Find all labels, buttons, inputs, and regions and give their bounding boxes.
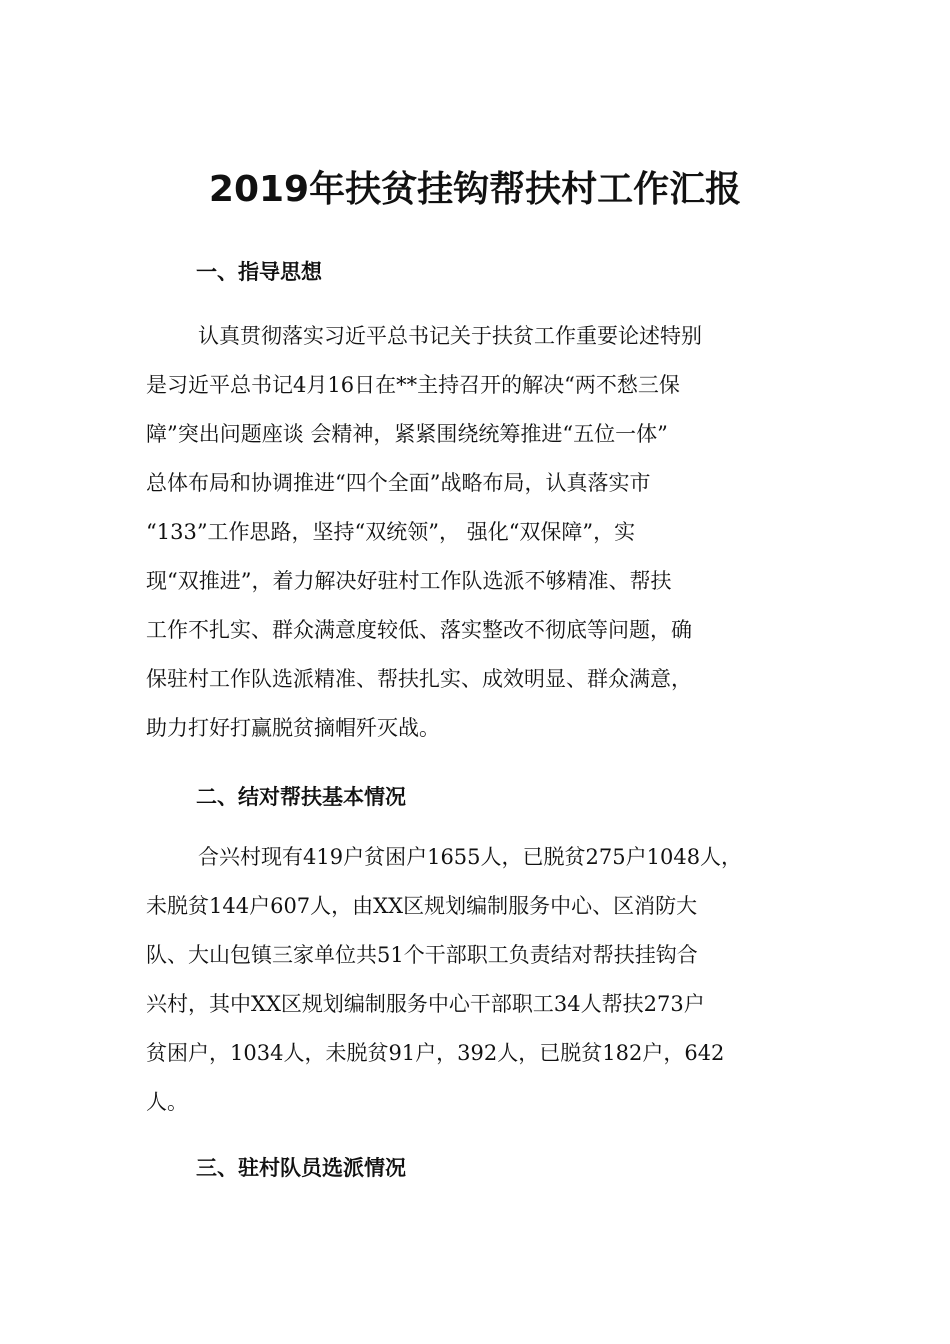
paragraph-line: 贫困户，1034人，未脱贫91户，392人，已脱贫182户，642 bbox=[146, 1041, 725, 1065]
paragraph-line: 现“双推进”，着力解决好驻村工作队选派不够精准、帮扶 bbox=[146, 569, 672, 593]
paragraph-line: 兴村，其中XX区规划编制服务中心干部职工34人帮扶273户 bbox=[146, 992, 705, 1016]
paragraph-line: 队、大山包镇三家单位共51个干部职工负责结对帮扶挂钩合 bbox=[146, 943, 698, 967]
section-heading-team-selection: 三、驻村队员选派情况 bbox=[196, 1156, 406, 1180]
paragraph-line: 总体布局和协调推进“四个全面”战略布局，认真落实市 bbox=[146, 471, 651, 495]
paragraph-pairing-assistance bbox=[146, 833, 846, 1127]
document-title: 2019年扶贫挂钩帮扶村工作汇报 bbox=[208, 169, 742, 210]
paragraph-line: 是习近平总书记4月16日在**主持召开的解决“两不愁三保 bbox=[146, 373, 680, 397]
paragraph-line: 障”突出问题座谈 会精神，紧紧围绕统筹推进“五位一体” bbox=[146, 422, 668, 446]
section-heading-guiding-ideology: 一、指导思想 bbox=[196, 260, 322, 284]
paragraph-line: “133”工作思路，坚持“双统领”， 强化“双保障”，实 bbox=[146, 520, 636, 544]
paragraph-guiding-ideology bbox=[146, 312, 846, 753]
paragraph-line: 合兴村现有419户贫困户1655人，已脱贫275户1048人， bbox=[198, 845, 743, 869]
paragraph-line: 认真贯彻落实习近平总书记关于扶贫工作重要论述特别 bbox=[198, 324, 702, 348]
paragraph-line: 人。 bbox=[146, 1090, 188, 1114]
section-heading-pairing-assistance: 二、结对帮扶基本情况 bbox=[196, 785, 406, 809]
paragraph-line: 助力打好打赢脱贫摘帽歼灭战。 bbox=[146, 716, 440, 740]
paragraph-line: 工作不扎实、群众满意度较低、落实整改不彻底等问题，确 bbox=[146, 618, 692, 642]
paragraph-line: 未脱贫144户607人，由XX区规划编制服务中心、区消防大 bbox=[146, 894, 698, 918]
paragraph-line: 保驻村工作队选派精准、帮扶扎实、成效明显、群众满意， bbox=[146, 667, 692, 691]
